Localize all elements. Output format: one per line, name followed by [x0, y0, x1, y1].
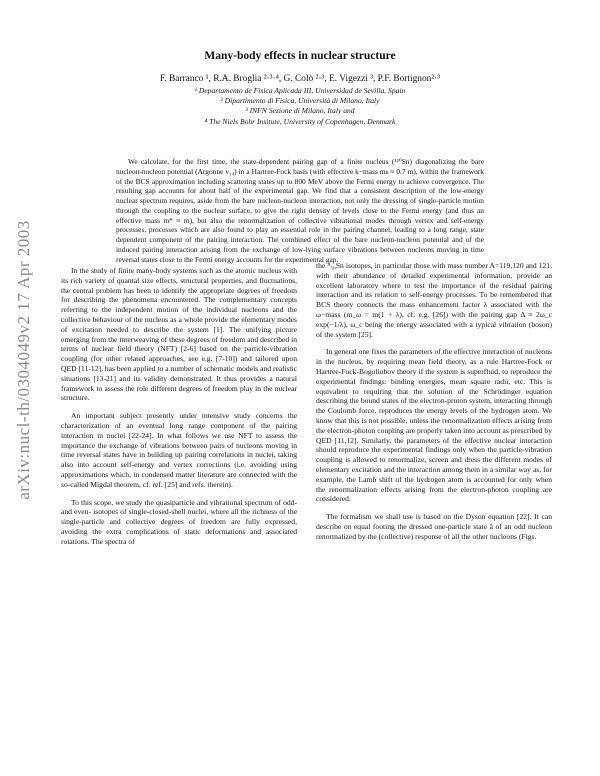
paragraph: In general one fixes the parameters of the effective interaction of nucleons in the nucleus, by requiring mean field theory, as a rule Hartree-Fock or Hartree-Fock-Bogoliubov theory if the system is superfluid, to reproduce the experimental findings: binding energies, mean square radii, etc. This is equivalent to requiring that the solution of the Schrödinger equation describing the bound states of the electron-proton system, interacting through the Coulomb force, reproduces the energy levels of the hydrogen atom. We know that this is not possible, unless the renormalization effects arising from the electron-photon coupling are properly taken into account as prescribed by QED [11,12]. Similarly, the parameters of the effective nuclear interaction should reproduce the experimental findings only when the particle-vibration coupling is allowed to renormalize, screen and dress the different modes of elementary excitation and the interaction among them in a similar way as, for example, the Lamb shift of the hydrogen atom is accounted for only when the renormalization effects arising from the electron-photon coupling are considered. [316, 347, 552, 504]
affiliations [0, 86, 600, 127]
author-list: F. Barranco ¹, R.A. Broglia ²·³·⁴, G. Colò ²·³, E. Vigezzi ³, P.F. Bortignon²·³ [159, 74, 441, 84]
paragraph: The formalism we shall use is based on the Dyson equation [22]. It can describe on equal footing the dressed one-particle state ã of an odd nucleon renormalized by the (collective) response of all the other nucleons (Figs. [316, 512, 552, 541]
affiliation-2: ² Dipartimento di Fisica, Università di Milano, Italy [220, 96, 380, 106]
affiliation-4: ⁴ The Niels Bohr Insitute, University of Copenhagen, Denmark [204, 116, 396, 126]
paper-title: Many-body effects in nuclear structure [204, 50, 396, 62]
paragraph: To this scope, we study the quasiparticle and vibrational spectrum of odd- and even- isotopes of single-closed-shell nuclei, where all the richness of the single-particle and collective degrees of freedom are fully expressed, avoiding the extra complications of static deformations and associated rotations. The spectra of [61, 497, 297, 546]
paragraph: In the study of finite many-body systems such as the atomic nucleus with its rich variety of quantal size effects, structural properties, and fluctuations, the central problem has been to identify the appropriate degrees of freedom for describing the phenomena encountered. The complementary concepts referring to the independent motion of the individual nucleons and the collective behaviour of the nucleus as a whole provide the elementary modes of excitation needed to describe the system [1]. The unifying picture emerging from the interweaving of these degrees of freedom and described in terms of nuclear field theory (NFT) [2-6] based on the particle-vibration coupling (for other related approaches, see e.g. [7-10]) and tailored upon QED [11-12], has been applied to a number of schematic models and realistic situations [13-21] and its validity demonstrated. It thus provides a natural framework to assess the role different degrees of freedom play in the nuclear structure. [61, 266, 297, 403]
paragraph: An important subject presently under intensive study concerns the characterization of an eventual long range component of the pairing interaction in nuclei [22-24]. In what follows we use NFT to assess the importance the exchange of vibrations between pairs of nucleons moving in time reversal states have in building up pairing correlations in nuclei, taking also into account self-energy and vertex corrections (i.e. avoiding using approximations which, in condensed matter literature are connected with the so-called Migdal theorem, cf. ref. [25] and refs. therein). [61, 411, 297, 489]
affiliation-3: ³ INFN Sezione di Milano, Italy and [245, 106, 355, 116]
body-column-left [61, 266, 297, 555]
body-column-right [316, 261, 552, 550]
arxiv-identifier: arXiv:nucl-th/0304049v2 17 Apr 2003 [14, 220, 33, 500]
affiliation-1: ¹ Departamento de Fisica Aplicada III, Universidad de Sevilla, Spain [194, 86, 406, 95]
paragraph: the ᴬ₅₀Sn isotopes, in particular those with mass number A=119,120 and 121, with their abundance of detailed experimental information, provide an excellent laboratory where to test the importance of the residual pairing interaction and its relation to self-energy processes. To be remembered that BCS theory connects the mass enhancement factor λ associated with the ω−mass (m_ω = m(1 + λ), cf, e.g. [26]) with the pairing gap Δ ≈ 2ω_c exp(−1/λ), ω_c being the energy associated with a typical vibration (boson) of the system [25]. [316, 261, 552, 339]
abstract: We calculate, for the first time, the state-dependent pairing gap of a finite nucleus (¹²⁰Sn) diagonalizing the bare nucleon-nucleon potential (Argonne v₁₄) in a Hartree-Fock basis (with effective k−mass mₖ ≈ 0.7 m), within the framework of the BCS approximation including scattering states up to 800 MeV above the Fermi energy to achieve convergence. The resulting gap accounts for about half of the experimental gap. We find that a consistent description of the low-energy nuclear spectrum requires, aside from the bare nucleon-nucleon interaction, not only the dressing of single-particle motion through the coupling to the nuclear surface, to give the right density of levels close to the Fermi energy (and thus an effective mass m* ≈ m), but also the renormalization of collective vibrational modes through vertex and self-energy processes, processes which are also found to play an essential role in the pairing channel, leading to a long range, state dependent component of the pairing interaction. The combined effect of the bare nucleon-nucleon potential and of the induced pairing interaction arising from the exchange of low-lying surface vibrations between nucleons moving in time reversal states close to the Fermi energy accounts for the experimental gap. [116, 157, 484, 264]
